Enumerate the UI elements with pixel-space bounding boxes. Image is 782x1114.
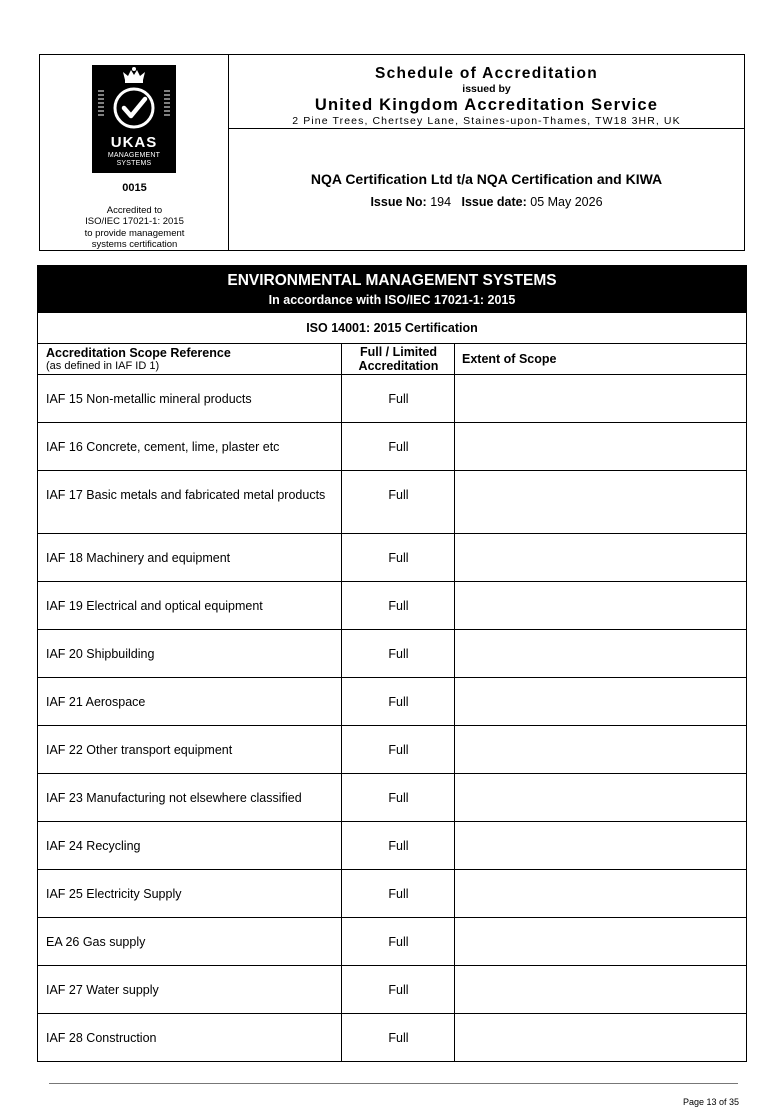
table-row bbox=[38, 726, 746, 774]
page-number: Page 13 of 35 bbox=[682, 1097, 739, 1107]
accredited-line-2: ISO/IEC 17021-1: 2015 bbox=[85, 216, 184, 227]
scope-reference-cell: IAF 27 Water supply bbox=[46, 983, 159, 997]
scope-reference-cell: IAF 18 Machinery and equipment bbox=[46, 551, 231, 565]
issue-no-label: Issue No: bbox=[370, 195, 427, 209]
accreditation-level-cell: Full bbox=[388, 839, 409, 853]
accreditation-number: 0015 bbox=[122, 182, 147, 194]
scope-reference-cell: IAF 19 Electrical and optical equipment bbox=[46, 599, 263, 613]
issued-by: issued by bbox=[462, 83, 511, 95]
accreditation-level-cell: Full bbox=[388, 488, 409, 502]
scope-reference-cell: IAF 21 Aerospace bbox=[46, 695, 146, 709]
accreditation-level-cell: Full bbox=[388, 935, 409, 949]
scope-reference-cell: IAF 23 Manufacturing not elsewhere classified bbox=[46, 791, 302, 805]
table-title: ENVIRONMENTAL MANAGEMENT SYSTEMS bbox=[227, 272, 557, 289]
col-header-level-line2: Accreditation bbox=[358, 359, 439, 373]
accredited-line-1: Accredited to bbox=[106, 205, 163, 216]
col-header-ref: Accreditation Scope Reference bbox=[46, 346, 231, 360]
scope-reference-cell: EA 26 Gas supply bbox=[46, 935, 146, 949]
accreditation-level-cell: Full bbox=[388, 440, 409, 454]
table-row bbox=[38, 966, 746, 1014]
ukas-logo-text: UKAS bbox=[110, 134, 158, 151]
scope-reference-cell: IAF 24 Recycling bbox=[46, 839, 141, 853]
col-header-extent: Extent of Scope bbox=[462, 352, 557, 366]
table-row bbox=[38, 774, 746, 822]
table-subtitle: In accordance with ISO/IEC 17021-1: 2015 bbox=[268, 293, 516, 307]
scope-reference-cell: IAF 20 Shipbuilding bbox=[46, 647, 155, 661]
scope-reference-cell: IAF 17 Basic metals and fabricated metal products bbox=[46, 488, 326, 502]
accreditation-level-cell: Full bbox=[388, 647, 409, 661]
scope-reference-cell: IAF 15 Non-metallic mineral products bbox=[46, 392, 252, 406]
accreditation-level-cell: Full bbox=[388, 791, 409, 805]
table-row bbox=[38, 582, 746, 630]
logo-line-systems: SYSTEMS bbox=[116, 160, 152, 167]
scope-reference-cell: IAF 22 Other transport equipment bbox=[46, 743, 233, 757]
table-row bbox=[38, 471, 746, 534]
accreditation-level-cell: Full bbox=[388, 392, 409, 406]
table-row bbox=[38, 534, 746, 582]
scope-reference-cell: IAF 16 Concrete, cement, lime, plaster etc bbox=[46, 440, 280, 454]
col-header-level bbox=[342, 345, 455, 373]
table-row bbox=[38, 870, 746, 918]
ukas-logo bbox=[92, 65, 176, 173]
footer-rule bbox=[49, 1083, 738, 1084]
table-row bbox=[38, 423, 746, 471]
crown-tick-icon bbox=[92, 65, 176, 135]
accreditation-level-cell: Full bbox=[388, 599, 409, 613]
issue-info bbox=[229, 195, 744, 209]
column-headers bbox=[38, 344, 746, 375]
scope-reference-cell: IAF 25 Electricity Supply bbox=[46, 887, 182, 901]
schedule-title-block bbox=[229, 55, 744, 129]
logo-line-management: MANAGEMENT bbox=[107, 152, 161, 159]
organisation-name: United Kingdom Accreditation Service bbox=[314, 96, 659, 114]
schedule-title: Schedule of Accreditation bbox=[374, 65, 599, 82]
table-row bbox=[38, 375, 746, 423]
table-row bbox=[38, 630, 746, 678]
col-header-level-line1: Full / Limited bbox=[359, 345, 438, 359]
issue-no: 194 bbox=[430, 195, 452, 209]
accredited-line-4: systems certification bbox=[91, 239, 178, 250]
certification-body: NQA Certification Ltd t/a NQA Certification and KIWA bbox=[310, 171, 663, 187]
accreditation-level-cell: Full bbox=[388, 1031, 409, 1045]
accreditation-level-cell: Full bbox=[388, 743, 409, 757]
col-header-ref-sub: (as defined in IAF ID 1) bbox=[46, 360, 160, 372]
issue-date: 05 May 2026 bbox=[530, 195, 603, 209]
accreditation-level-cell: Full bbox=[388, 551, 409, 565]
accreditation-level-cell: Full bbox=[388, 887, 409, 901]
accreditation-panel bbox=[40, 55, 229, 250]
accreditation-level-cell: Full bbox=[388, 695, 409, 709]
table-row bbox=[38, 1014, 746, 1062]
accreditation-level-cell: Full bbox=[388, 983, 409, 997]
organisation-address: 2 Pine Trees, Chertsey Lane, Staines-upon-Thames, TW18 3HR, UK bbox=[292, 115, 681, 127]
standard-row: ISO 14001: 2015 Certification bbox=[38, 313, 746, 344]
scope-table bbox=[37, 265, 747, 1062]
scope-reference-cell: IAF 28 Construction bbox=[46, 1031, 157, 1045]
table-row bbox=[38, 678, 746, 726]
schedule-header bbox=[39, 54, 745, 251]
table-row bbox=[38, 918, 746, 966]
table-banner bbox=[38, 266, 746, 313]
issue-date-label: Issue date: bbox=[461, 195, 527, 209]
table-row bbox=[38, 822, 746, 870]
accredited-line-3: to provide management bbox=[84, 228, 185, 239]
